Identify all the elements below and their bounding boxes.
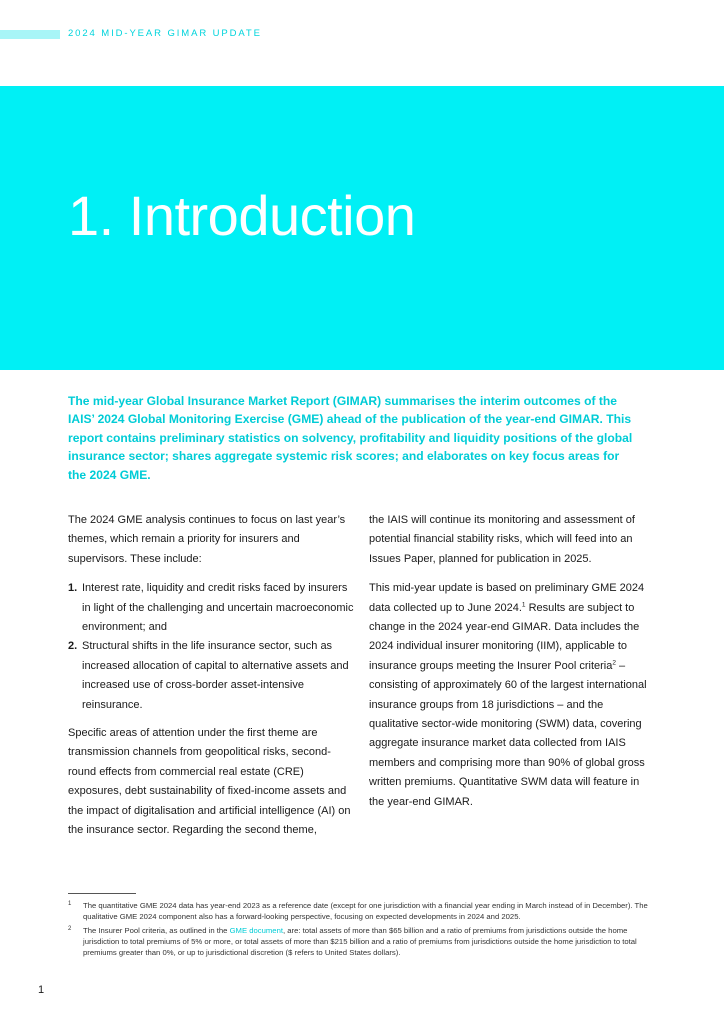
right-body-text-a: This mid-year update is based on preliminary GME 2024 data collected up to June 2024. [369, 582, 645, 614]
lead-paragraph: The mid-year Global Insurance Market Report (GIMAR) summarises the interim outcomes of the IAIS’ 2024 Global Monitoring Exercise (GME) ahead of the publication of the year-end GIMAR. This report contains preliminary statistics on solvency, profitability and liquidity positions of the global insurance sector; shares aggregate systemic risk scores; and elaborates on key focus areas for the 2024 GME. [68, 394, 633, 482]
right-body-text-c: – consisting of approximately 60 of the largest international insurance groups from 18 jurisdictions – and the qualitative sector-wide monitoring (SWM) data, covering aggregate insurance market data collected from IAIS members and comprising more than 90% of global gross written premiums. Quantitative SWM data will feature in the year-end GIMAR. [369, 659, 647, 808]
hero-banner [0, 86, 724, 370]
left-body-paragraph: Specific areas of attention under the first theme are transmission channels from geopolitical risks, second-round effects from commercial real estate (CRE) exposures, debt sustainability of fixed-income assets and the impact of digitalisation and artificial intelligence (AI) on the insurance sector. Regarding the second theme, [68, 727, 351, 837]
footnote-ref-1[interactable]: 1 [521, 600, 526, 608]
list-item [68, 579, 358, 637]
footnotes [68, 900, 653, 961]
right-body-paragraph [369, 579, 649, 812]
footnote-mark: 1 [68, 901, 72, 907]
header-accent-bar [0, 30, 60, 39]
list-item-number: 1. [68, 582, 78, 595]
themes-list [68, 579, 358, 715]
footnote-text-b: , are: total assets of more than $65 billion and a ratio of premiums from jurisdictions outside the home jurisdiction to total premiums of 5% or more, or total assets of more than $215 billion and a ratio of premiums from jurisdictions outside the home jurisdiction to total premiums greater than 0%, or up to jurisdictional discretion ($ refers to United States dollars). [83, 926, 637, 957]
footnote-2 [68, 925, 653, 958]
section-title: 1. Introduction [68, 184, 416, 247]
right-column [369, 511, 649, 812]
right-body-text-b: Results are subject to change in the 2024 year-end GIMAR. Data includes the 2024 individual insurer monitoring (IIM), applicable to insurance groups meeting the Insurer Pool criteria [369, 601, 640, 672]
page-number: 1 [38, 984, 45, 996]
footnote-text: The quantitative GME 2024 data has year-end 2023 as a reference date (except for one jurisdiction with a financial year ending in March instead of in December). The qualitative GME 2024 component also has a forward-looking perspective, focusing on expected developments in 2024 and 2025. [83, 901, 648, 921]
list-item-text: Structural shifts in the life insurance sector, such as increased allocation of capital to alternative assets and increased use of cross-border asset-intensive reinsurance. [82, 640, 349, 711]
left-intro-paragraph: The 2024 GME analysis continues to focus on last year’s themes, which remain a priority for insurers and supervisors. These include: [68, 514, 346, 565]
footnote-mark: 2 [68, 926, 72, 932]
footnote-1 [68, 900, 653, 922]
running-header: 2024 MID-YEAR GIMAR UPDATE [68, 28, 262, 39]
footnote-divider [68, 893, 136, 894]
right-intro-paragraph: the IAIS will continue its monitoring and assessment of potential financial stability risks, which will feed into an Issues Paper, planned for publication in 2025. [369, 514, 635, 565]
list-item-text: Interest rate, liquidity and credit risks faced by insurers in light of the challenging and uncertain macroeconomic environment; and [82, 582, 354, 634]
gme-document-link[interactable]: GME document [229, 926, 283, 935]
list-item [68, 637, 358, 715]
list-item-number: 2. [68, 640, 78, 653]
footnote-text-a: The Insurer Pool criteria, as outlined in the [83, 926, 230, 935]
footnote-ref-2[interactable]: 2 [612, 659, 616, 667]
left-column [68, 511, 358, 841]
